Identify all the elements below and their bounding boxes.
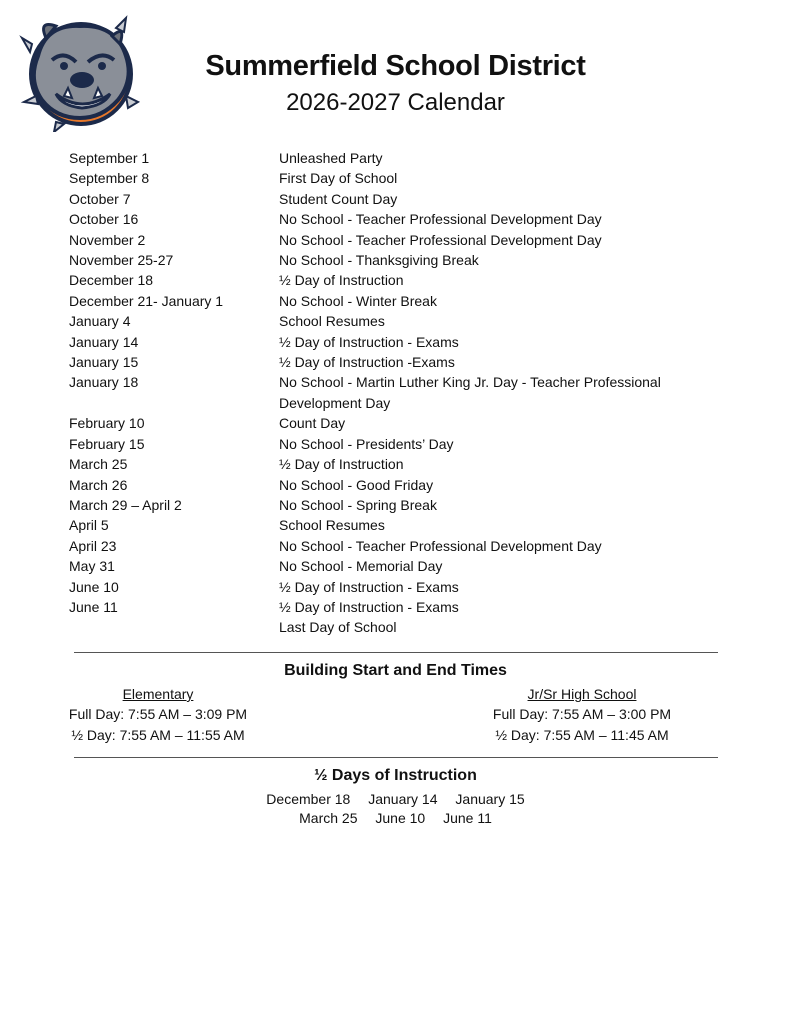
half-days-title: ½ Days of Instruction — [314, 767, 477, 784]
elementary-times — [62, 684, 254, 745]
event-row — [69, 189, 709, 209]
event-row — [69, 332, 709, 352]
event-description: Count Day — [279, 415, 346, 432]
event-date: October 16 — [69, 211, 139, 228]
event-row — [69, 372, 709, 413]
event-description: No School - Thanksgiving Break — [279, 252, 479, 269]
event-date: September 1 — [69, 150, 150, 166]
event-date: June 11 — [69, 598, 118, 615]
elementary-full-day: Full Day: 7:55 AM – 3:09 PM — [68, 706, 248, 723]
event-row — [69, 556, 709, 576]
event-row — [69, 577, 709, 597]
event-description: ½ Day of Instruction -Exams — [279, 354, 455, 371]
event-row — [69, 311, 709, 331]
event-date: March 26 — [69, 476, 128, 493]
event-row — [69, 617, 709, 637]
event-row — [69, 209, 709, 229]
event-description: Student Count Day — [279, 190, 398, 207]
event-row — [69, 536, 709, 556]
half-days-row — [0, 809, 791, 828]
page-title: Summerfield School District — [205, 50, 586, 82]
event-date: September 8 — [69, 170, 150, 187]
event-description: School Resumes — [279, 517, 385, 534]
event-description: No School - Winter Break — [279, 292, 437, 309]
half-day-date: June 11 — [443, 810, 492, 826]
divider — [74, 757, 718, 758]
event-description: ½ Day of Instruction — [279, 272, 404, 289]
half-day-date: March 25 — [299, 810, 358, 826]
event-description: No School - Martin Luther King Jr. Day - Teacher Professional Development Day — [279, 374, 661, 411]
event-row — [69, 168, 709, 188]
event-date: April 23 — [69, 537, 117, 554]
event-date: December 18 — [69, 272, 154, 289]
event-description: Unleashed Party — [279, 150, 383, 166]
high-school-times — [486, 684, 678, 745]
event-row — [69, 495, 709, 515]
event-description: ½ Day of Instruction — [279, 456, 404, 473]
event-date: January 14 — [69, 333, 139, 350]
event-date: November 25-27 — [69, 252, 174, 269]
event-date: November 2 — [69, 231, 146, 248]
times-title: Building Start and End Times — [284, 662, 507, 679]
event-row — [69, 148, 709, 168]
half-day-date: June 10 — [375, 810, 426, 826]
calendar-events — [69, 148, 709, 638]
event-description: ½ Day of Instruction - Exams — [279, 333, 459, 350]
event-description: No School - Good Friday — [279, 476, 434, 493]
event-date: March 29 – April 2 — [69, 496, 182, 513]
event-date: April 5 — [69, 517, 109, 534]
high-school-half-day: ½ Day: 7:55 AM – 11:45 AM — [495, 726, 669, 743]
event-date — [69, 617, 279, 637]
high-school-full-day: Full Day: 7:55 AM – 3:00 PM — [492, 706, 672, 723]
event-row — [69, 352, 709, 372]
event-date: February 10 — [69, 415, 145, 432]
event-description: First Day of School — [279, 170, 398, 187]
event-row — [69, 475, 709, 495]
event-date: June 10 — [69, 578, 119, 595]
event-description: No School - Memorial Day — [279, 558, 443, 575]
event-date: January 18 — [69, 374, 139, 391]
event-row — [69, 230, 709, 250]
event-description: No School - Teacher Professional Development Day — [279, 211, 602, 228]
page-subtitle: 2026-2027 Calendar — [286, 89, 505, 116]
event-description: ½ Day of Instruction - Exams — [279, 598, 459, 615]
elementary-half-day: ½ Day: 7:55 AM – 11:55 AM — [71, 726, 245, 743]
half-day-date: January 14 — [368, 791, 438, 807]
event-date: October 7 — [69, 190, 131, 207]
event-date: January 15 — [69, 354, 139, 371]
event-description: No School - Spring Break — [279, 496, 437, 513]
event-row — [69, 454, 709, 474]
event-date: January 4 — [69, 313, 131, 330]
event-description: No School - Teacher Professional Development Day — [279, 537, 602, 554]
elementary-heading: Elementary — [122, 686, 194, 702]
event-date: May 31 — [69, 558, 115, 575]
event-description: No School - Teacher Professional Development Day — [279, 231, 602, 248]
event-row — [69, 250, 709, 270]
event-row — [69, 270, 709, 290]
half-days-list — [0, 790, 791, 828]
event-row — [69, 515, 709, 535]
event-description: School Resumes — [279, 313, 385, 330]
event-description: ½ Day of Instruction - Exams — [279, 578, 459, 595]
event-row — [69, 434, 709, 454]
event-date: February 15 — [69, 435, 145, 452]
event-description: No School - Presidents’ Day — [279, 435, 454, 452]
event-date: December 21- January 1 — [69, 292, 224, 309]
event-row — [69, 291, 709, 311]
high-school-heading: Jr/Sr High School — [527, 686, 637, 702]
event-row — [69, 597, 709, 617]
event-date: March 25 — [69, 456, 128, 473]
divider — [74, 652, 718, 653]
half-day-date: December 18 — [266, 791, 351, 807]
half-days-row — [0, 790, 791, 809]
event-row — [69, 413, 709, 433]
event-description: Last Day of School — [279, 619, 397, 636]
half-day-date: January 15 — [455, 791, 525, 807]
